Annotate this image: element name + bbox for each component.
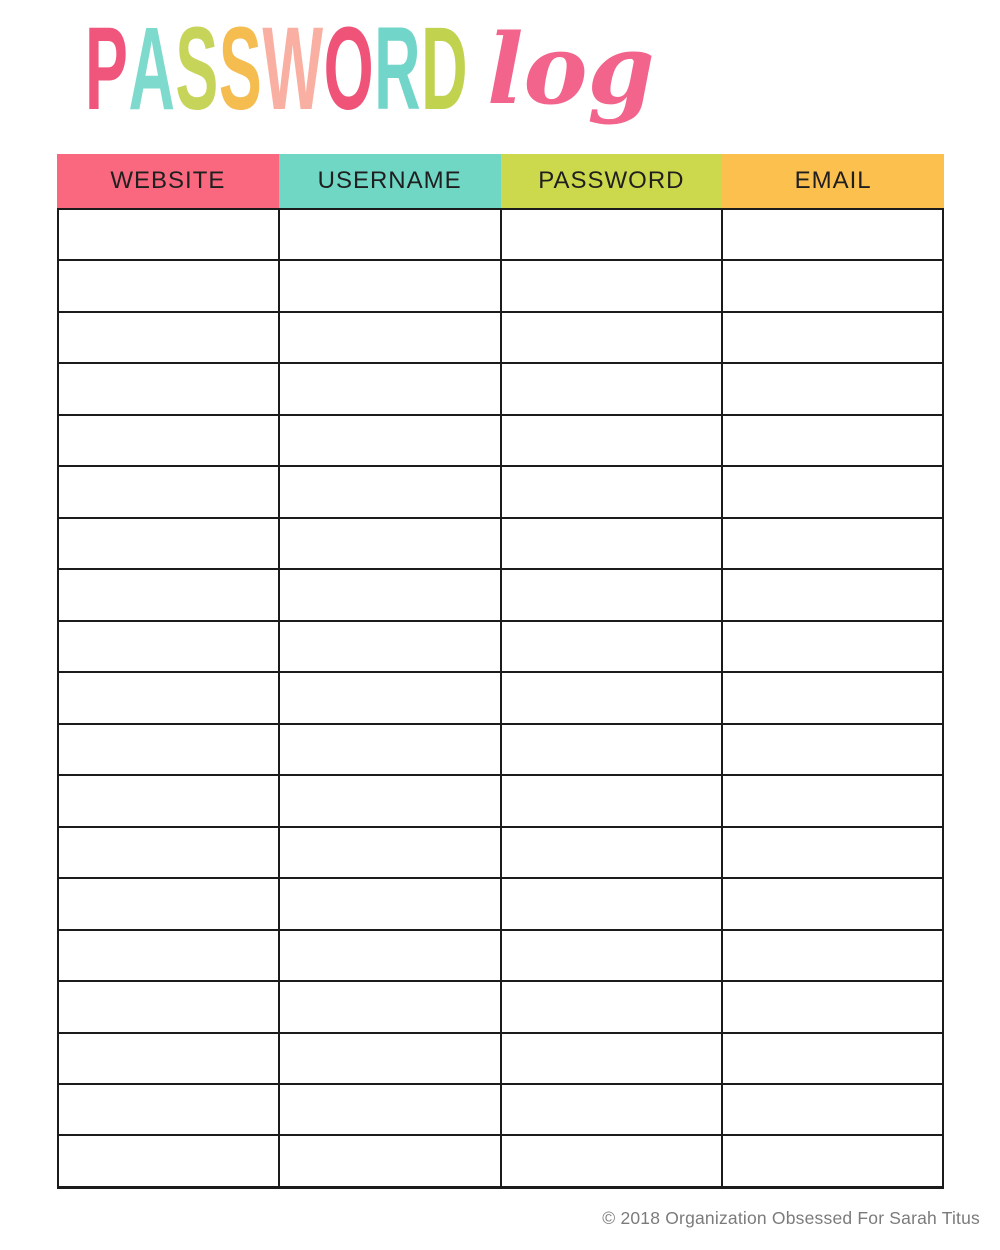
- table-cell: [721, 828, 942, 877]
- copyright-text: © 2018 Organization Obsessed For Sarah Titus: [602, 1208, 980, 1228]
- table-cell: [278, 982, 499, 1031]
- table-cell: [500, 519, 721, 568]
- table-body: [57, 208, 944, 1189]
- table-cell: [59, 982, 278, 1031]
- table-row: [59, 776, 942, 827]
- table-cell: [500, 673, 721, 722]
- title-letter: P: [85, 3, 129, 135]
- title-letter: A: [128, 3, 176, 135]
- title-letter: S: [175, 3, 219, 135]
- table-cell: [721, 261, 942, 310]
- column-header-username: USERNAME: [279, 154, 501, 208]
- table-cell: [278, 1034, 499, 1083]
- table-cell: [721, 879, 942, 928]
- table-row: [59, 467, 942, 518]
- title-letter: R: [374, 3, 422, 135]
- title-word: [85, 3, 469, 135]
- table-cell: [500, 776, 721, 825]
- table-cell: [278, 879, 499, 928]
- table-row: [59, 570, 942, 621]
- table-cell: [721, 313, 942, 362]
- table-cell: [59, 210, 278, 259]
- table-cell: [500, 828, 721, 877]
- table-row: [59, 725, 942, 776]
- table-cell: [721, 1085, 942, 1134]
- table-cell: [278, 416, 499, 465]
- table-cell: [278, 622, 499, 671]
- table-cell: [59, 261, 278, 310]
- table-cell: [721, 364, 942, 413]
- table-cell: [278, 673, 499, 722]
- table-cell: [59, 622, 278, 671]
- table-row: [59, 416, 942, 467]
- table-row: [59, 313, 942, 364]
- table-cell: [721, 776, 942, 825]
- table-cell: [278, 261, 499, 310]
- table-row: [59, 519, 942, 570]
- table-row: [59, 364, 942, 415]
- table-cell: [59, 1034, 278, 1083]
- table-row: [59, 982, 942, 1033]
- table-cell: [500, 1136, 721, 1185]
- table-cell: [59, 931, 278, 980]
- table-cell: [721, 931, 942, 980]
- table-row: [59, 261, 942, 312]
- table-row: [59, 622, 942, 673]
- table-row: [59, 879, 942, 930]
- column-header-password: PASSWORD: [501, 154, 723, 208]
- title-script: log: [487, 13, 655, 126]
- table-cell: [721, 673, 942, 722]
- table-row: [59, 1034, 942, 1085]
- table-cell: [500, 725, 721, 774]
- table-cell: [721, 725, 942, 774]
- table-cell: [278, 467, 499, 516]
- table-cell: [59, 570, 278, 619]
- table-cell: [500, 1085, 721, 1134]
- table-cell: [278, 364, 499, 413]
- table-cell: [500, 467, 721, 516]
- table-row: [59, 1136, 942, 1185]
- table-cell: [59, 1085, 278, 1134]
- table-header-row: [57, 154, 944, 208]
- table-cell: [59, 879, 278, 928]
- column-header-website: WEBSITE: [57, 154, 279, 208]
- column-header-email: EMAIL: [722, 154, 944, 208]
- table-cell: [500, 364, 721, 413]
- table-row: [59, 210, 942, 261]
- table-cell: [721, 1034, 942, 1083]
- table-cell: [278, 210, 499, 259]
- table-cell: [278, 570, 499, 619]
- table-cell: [278, 931, 499, 980]
- table-cell: [278, 313, 499, 362]
- table-cell: [500, 622, 721, 671]
- table-row: [59, 1085, 942, 1136]
- table-cell: [500, 982, 721, 1031]
- table-cell: [59, 313, 278, 362]
- table-cell: [278, 776, 499, 825]
- table-cell: [278, 1136, 499, 1185]
- title-letter: O: [323, 3, 375, 135]
- table-cell: [500, 210, 721, 259]
- table-cell: [500, 261, 721, 310]
- table-cell: [500, 879, 721, 928]
- table-cell: [59, 467, 278, 516]
- table-cell: [59, 725, 278, 774]
- table-cell: [721, 416, 942, 465]
- title-letter: D: [421, 3, 469, 135]
- table-cell: [500, 1034, 721, 1083]
- table-cell: [721, 519, 942, 568]
- table-row: [59, 931, 942, 982]
- table-cell: [721, 210, 942, 259]
- table-cell: [59, 673, 278, 722]
- table-cell: [59, 776, 278, 825]
- table-cell: [278, 725, 499, 774]
- table-cell: [59, 416, 278, 465]
- table-cell: [721, 1136, 942, 1185]
- table-cell: [721, 467, 942, 516]
- table-cell: [59, 1136, 278, 1185]
- table-cell: [500, 416, 721, 465]
- table-row: [59, 828, 942, 879]
- table-cell: [59, 828, 278, 877]
- table-cell: [59, 519, 278, 568]
- table-row: [59, 673, 942, 724]
- table-cell: [721, 622, 942, 671]
- table-cell: [721, 982, 942, 1031]
- table-cell: [278, 828, 499, 877]
- table-cell: [500, 931, 721, 980]
- title-letter: S: [218, 3, 263, 135]
- table-cell: [500, 313, 721, 362]
- table-cell: [278, 519, 499, 568]
- table-cell: [721, 570, 942, 619]
- table-cell: [500, 570, 721, 619]
- title-letter: W: [262, 3, 324, 135]
- table-cell: [278, 1085, 499, 1134]
- table-cell: [59, 364, 278, 413]
